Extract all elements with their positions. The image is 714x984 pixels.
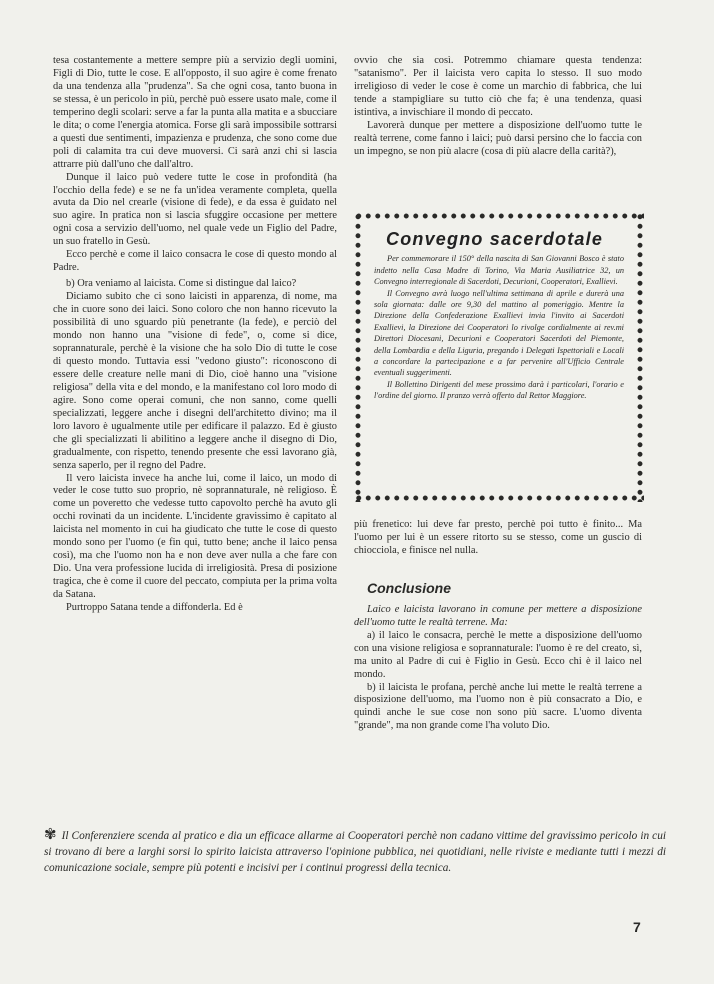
announcement-paragraph: Per commemorare il 150° della nascita di San Giovanni Bosco è stato indetto nella Casa Madre di Torino, Via Maria Ausiliatrice 32, un Convegno interregionale di Sacerdoti, Decurioni, Cooperatori, Exallievi. xyxy=(374,254,624,287)
flower-icon: ✾ xyxy=(44,825,57,843)
paragraph: tesa costantemente a mettere sempre più a servizio degli uomini, Figli di Dio, tutte le cose. E all'opposto, il suo agire è come frenato da una tendenza alla "prudenza". Sa che ogni cosa, tanto buona in se stessa, è un pericolo in più, perchè può essere usato male, come il temperino degli scolari: serve a far la punta alla matita e a sbucciare le dita; o come l'energia atomica. Forse gli sarà impossibile sottrarsi a questi due sentimenti, impazienza e prudenza, che sono come due poli di calamita tra cui deve muoversi. Ci sarà anzi chi si lascia attrarre più dall'uno che dall'altro. xyxy=(53,55,337,170)
paragraph: Lavorerà dunque per mettere a disposizione dell'uomo tutte le realtà terrene, come fanno i laici; può darsi persino che lo faccia con un impegno, se non più alacre (cosa di più alacre della carità?), xyxy=(354,119,642,157)
announcement-box xyxy=(354,212,644,502)
conclusion-point-b: b) il laicista le profana, perchè anche lui mette le realtà terrene a disposizione dell'uomo, ma l'uomo non è più consacrato a Dio, e quindi anche le sue cose non sono più sacre. L'uomo diventa "grande", ma non grande come l'ha voluto Dio. xyxy=(354,681,642,732)
conclusion-intro: Laico e laicista lavorano in comune per mettere a disposizione dell'uomo tutte le realtà terrene. Ma: xyxy=(354,603,642,628)
dotted-border-bottom xyxy=(354,494,644,502)
speaker-note-text: Il Conferenziere scenda al pratico e dia un efficace allarme ai Cooperatori perchè non cadano vittime del gravissimo pericolo in cui si trovano di bere a larghi sorsi lo spirito laicista attraverso l'opinione pubblica, nei quotidiani, nelle riviste e mediante tutti i mezzi di comunicazione sociale, sempre più potenti e incisivi per i continui progressi della tecnica. xyxy=(44,830,666,875)
paragraph: Diciamo subito che ci sono laicisti in apparenza, di nome, ma che in cuore sono dei laici. Sono coloro che non hanno ricevuto la possibilità di uno sguardo più penetrante (la fede), e perciò del mondo non hanno una "visione di fede", o, come si dice, soprannaturale, perchè è la visione che ha solo Dio di tutte le cose di questo mondo. Tuttavia essi "vedono giusto": riconoscono di essere delle creature nelle mani di Dio, cioè hanno una "visione religiosa" della vita e del mondo, e la manifestano col loro modo di agire. Sono come operai comuni, che non sanno, come quelli specializzati, leggere anche i disegni dell'architetto divino; ma il loro lavoro è ugualmente utile per edificare il palazzo. Ed è giusto che gli specializzati li abilitino a leggere anche il disegno di Dio, gradualmente, con rispetto, tenendo presente che essi lavorano già, senza saperlo, per il regno del Padre. xyxy=(53,291,337,471)
announcement-content xyxy=(374,229,624,402)
announcement-paragraph: Il Bollettino Dirigenti del mese prossimo darà i particolari, l'orario e l'ordine del giorno. Il pranzo verrà offerto dal Rettor Maggiore. xyxy=(374,379,624,401)
announcement-paragraph: Il Convegno avrà luogo nell'ultima settimana di aprile e durerà una sola giornata: dalle ore 9,30 del mattino al pomeriggio. Mentre la Direzione della Confederazione Exallievi invia l'invito ai Sacerdoti Exallievi, la Direzione dei Cooperatori lo rivolge cordialmente ai rev.mi Direttori Diocesani, Decurioni e Cooperatori Sacerdoti del Piemonte, della Lombardia e della Liguria, pregando i Delegati Ispettoriali e Locali a concordare la partecipazione e a far pervenire all'Ufficio Centrale eventuali suggerimenti. xyxy=(374,288,624,378)
paragraph: Purtroppo Satana tende a diffonderla. Ed è xyxy=(66,602,243,614)
page-number: 7 xyxy=(633,919,641,935)
right-column-top xyxy=(354,55,642,159)
dotted-border-left xyxy=(354,212,362,502)
paragraph: più frenetico: lui deve far presto, perchè poi tutto è finito... Ma l'uomo per lui è un essere ritorto su se stesso, come un guscio di chiocciola, e finisce nel nulla. xyxy=(354,519,642,556)
section-title: Conclusione xyxy=(367,579,452,596)
speaker-note xyxy=(44,826,666,877)
left-column xyxy=(53,55,337,615)
paragraph: Il vero laicista invece ha anche lui, come il laico, un modo di veder le cose tutto suo proprio, nè soprannaturale, nè religioso. È come un poveretto che vedesse tutto capovolto perchè ha avuto gli occhi rovinati da un incidente. L'incidente gravissimo è capitato al laicista nel momento in cui ha giudicato che tutte le cose di questo mondo sono per l'uomo (e fin qui, tutto bene; anche il laico pensa così), ma che l'uomo non ha e non deve aver nulla a che fare con Dio. Una vera professione lucida di irreligiosità. Presa di posizione tragica, che è come il cuore del peccato, compiuta per la prima volta da Satana. xyxy=(53,472,337,601)
right-column-bottom xyxy=(354,519,642,733)
paragraph: b) Ora veniamo al laicista. Come si distingue dal laico? xyxy=(66,278,297,290)
dotted-border-right xyxy=(636,212,644,502)
conclusion-heading-wrap xyxy=(354,579,642,598)
announcement-title: Convegno sacerdotale xyxy=(386,229,604,249)
paragraph: ovvio che sia così. Potremmo chiamare questa tendenza: "satanismo". Per il laicista vero capita lo stesso. Il suo modo irreligioso di veder le cose è come un marchio di fabbrica, che lui tende a stampigliare su tutto ciò che fa; è una tendenza, quasi istintiva, a invischiare il mondo di peccato. xyxy=(354,55,642,118)
paragraph: Ecco perchè e come il laico consacra le cose di questo mondo al Padre. xyxy=(53,249,337,274)
conclusion-point-a: a) il laico le consacra, perchè le mette a disposizione dell'uomo con una visione religiosa e soprannaturale: l'uomo è re del creato, sì, ma unito al Padre di cui è Figlio in Gesù. Ecco chi è il laico nel mondo. xyxy=(354,629,642,680)
dotted-border-top xyxy=(354,212,644,220)
paragraph: Dunque il laico può vedere tutte le cose in profondità (ha l'occhio della fede) e se ne fa un'idea veramente completa, quella avuta da Dio nel crearle (visione di fede), e da essa è guidato nel suo agire. In pratica non si lascia sfuggire occasione per mettere ogni cosa a servizio dell'uomo, nel quale vede un Figlio del Padre, un suo fratello in Gesù. xyxy=(53,171,337,248)
